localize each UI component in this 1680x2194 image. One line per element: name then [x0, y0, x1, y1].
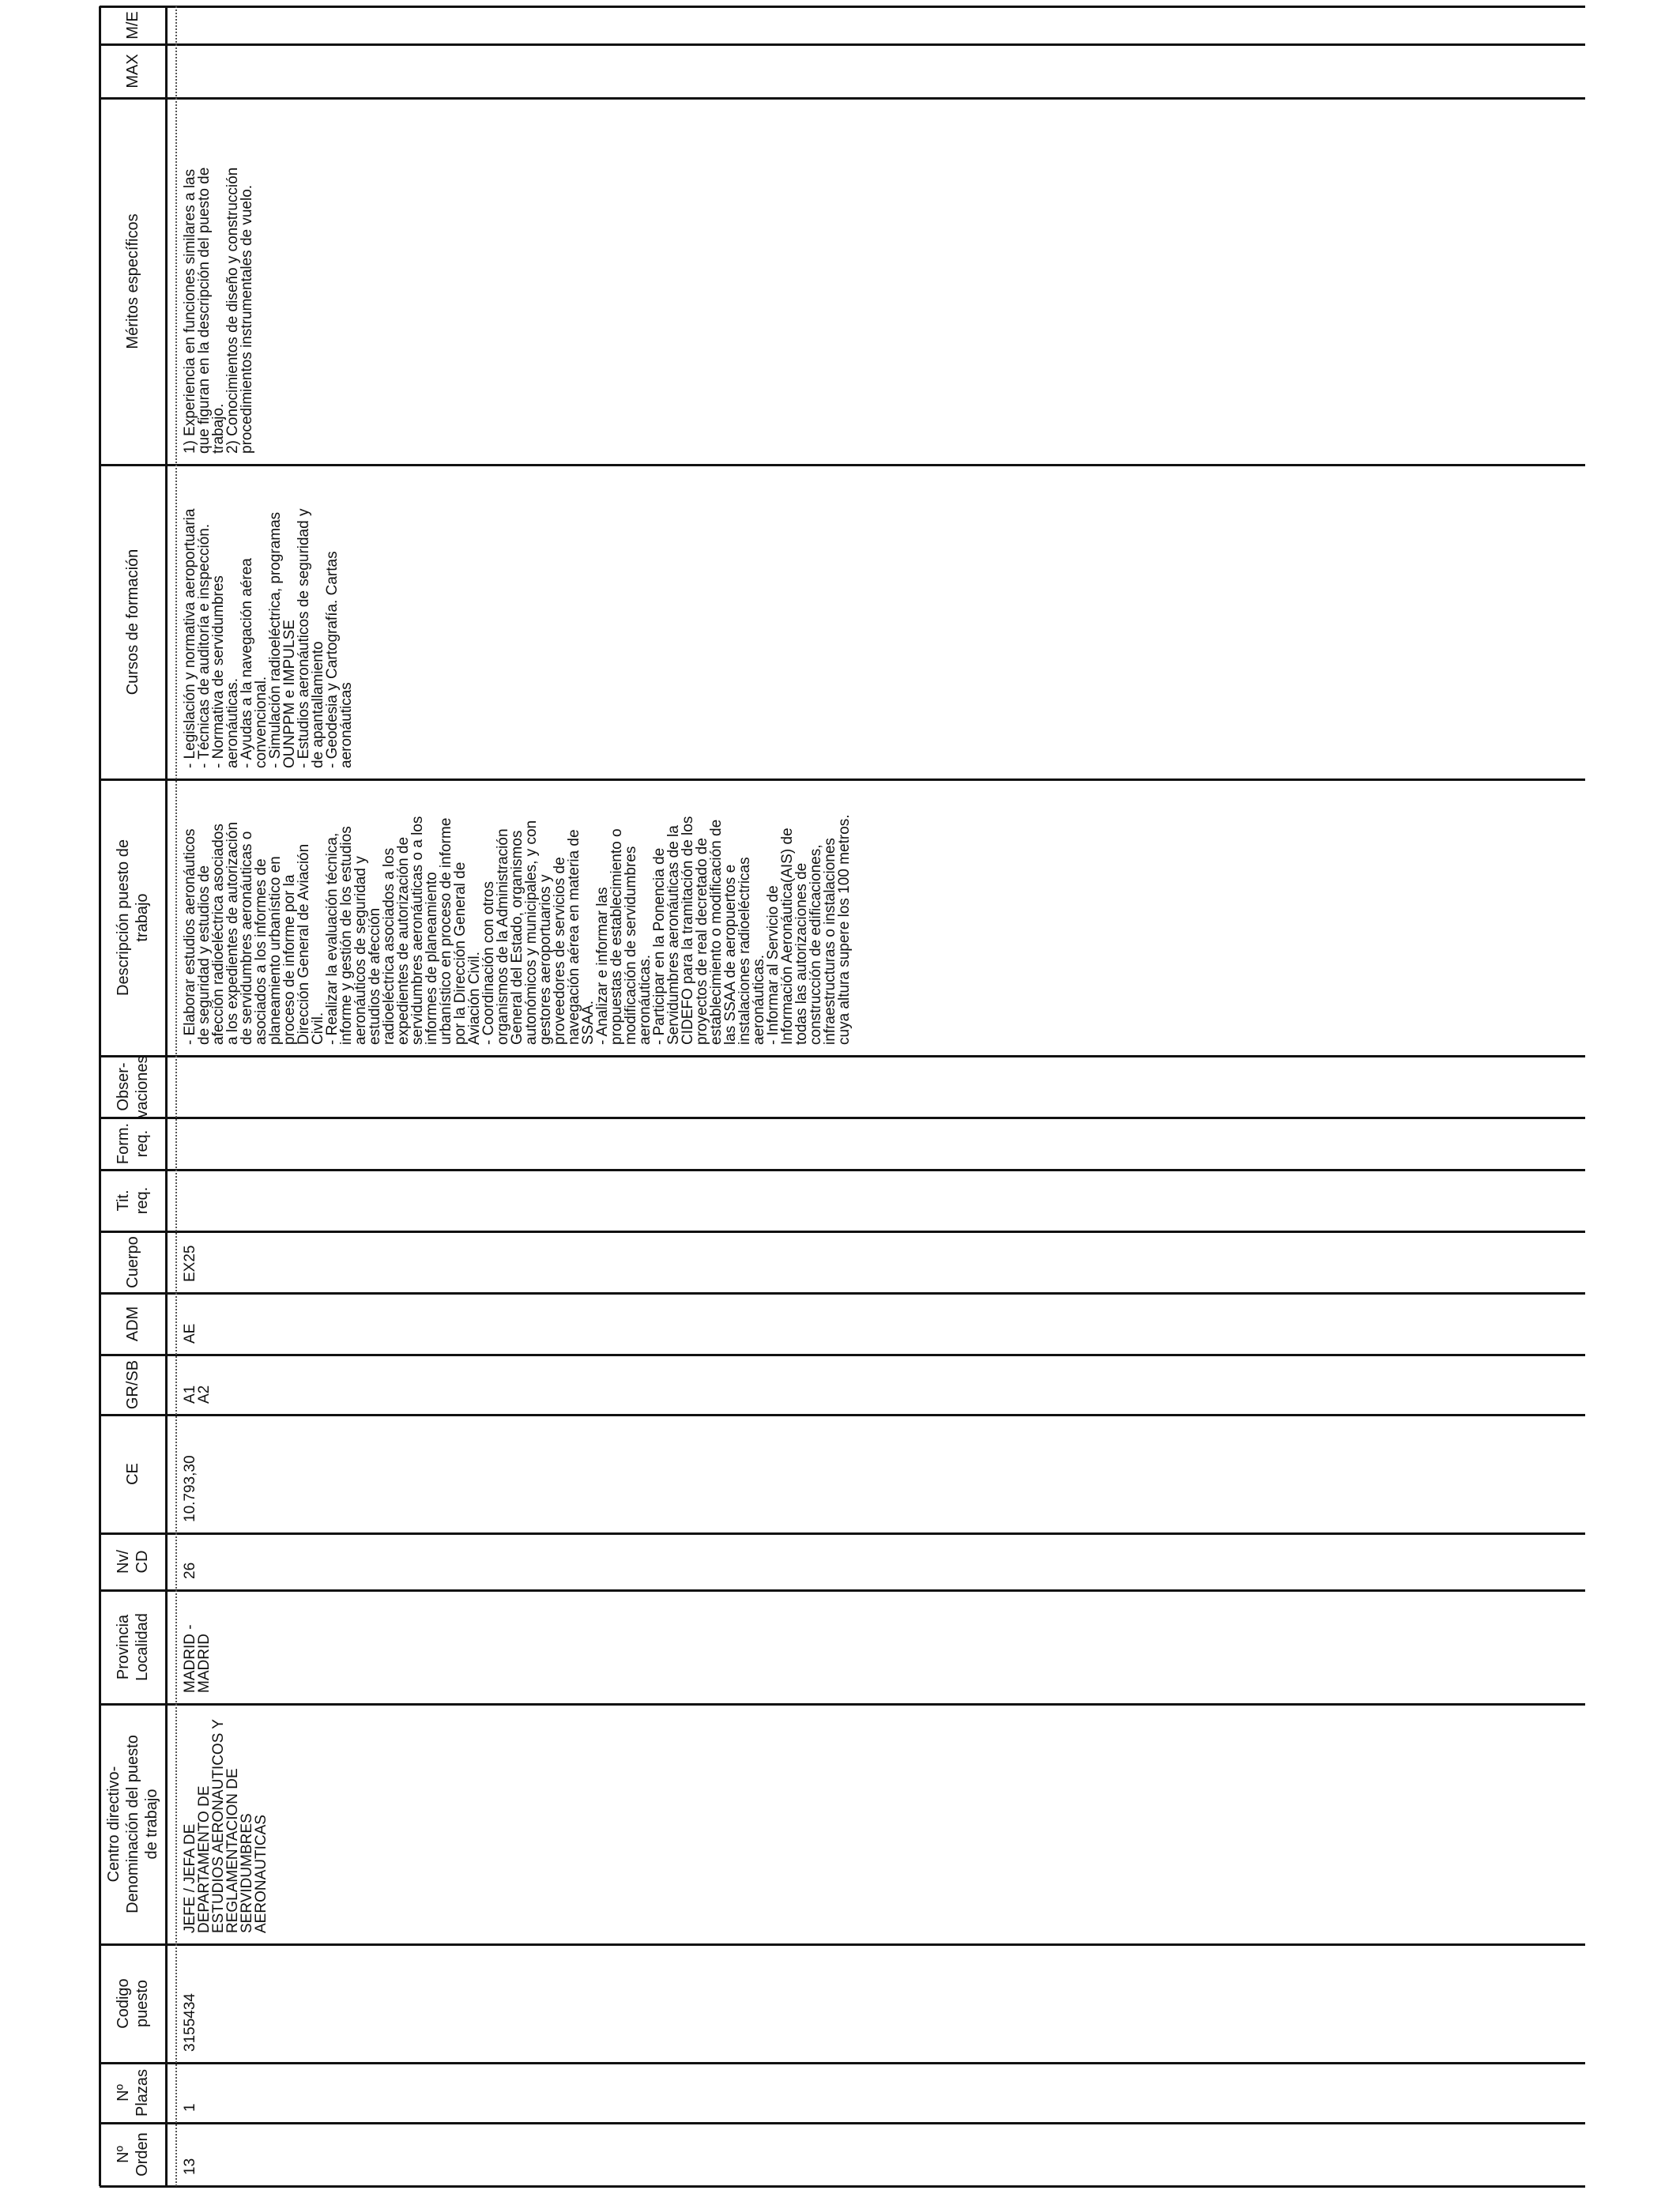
header-descripcion: Descripción puesto de trabajo	[115, 839, 151, 996]
header-orden: Nº Orden	[115, 2132, 151, 2177]
header-adm: ADM	[124, 1306, 141, 1342]
header-grupo: GR/SB	[124, 1359, 141, 1410]
column-divider	[100, 2185, 1585, 2188]
cell-provincia: MADRID - MADRID	[182, 1624, 213, 1693]
column-divider	[100, 778, 1585, 781]
column-divider	[100, 1292, 1585, 1295]
cell-cuerpo: EX25	[182, 1245, 198, 1282]
header-centro: Centro directivo- Denominación del puesto de trabajo	[105, 1735, 160, 1913]
column-divider	[100, 464, 1585, 466]
column-divider	[100, 2122, 1585, 2124]
header-cursos: Cursos de formación	[124, 548, 141, 696]
column-divider	[100, 2062, 1585, 2064]
column-divider	[100, 1055, 1585, 1057]
column-divider	[100, 97, 1585, 100]
header-formacion: Form. req.	[115, 1122, 151, 1165]
cell-orden: 13	[182, 2158, 198, 2175]
column-divider	[100, 1414, 1585, 1416]
cell-meritos: 1) Experiencia en funciones similares a las que figuran en la descripción del puesto de trabajo. 2) Conocimientos de diseño y construcción procedimientos instrumentales de vuelo.	[182, 167, 255, 454]
header-body-divider	[165, 6, 168, 2186]
table-left-border	[99, 6, 101, 2186]
header-nivel: Nv/ CD	[115, 1550, 151, 1574]
cell-ce: 10.793,30	[182, 1455, 198, 1522]
column-divider	[100, 1703, 1585, 1706]
cell-nivel: 26	[182, 1562, 198, 1579]
column-divider	[100, 1589, 1585, 1592]
cell-codigo: 3155434	[182, 1993, 198, 2052]
cell-descripcion: - Elaborar estudios aeronáuticos de seguridad y estudios de afección radioeléctrica asociados a los expedientes de autorización de servidumbres aeronáuticas o asociados a los informes de planeamiento urbanístico en proceso de informe por la Dirección General de Aviación Civil. - Realizar la evaluación técnica, informe y gestión de los estudios aeronáuticos de seguridad y estudios de afección radioeléctrica asociados a los expedientes de autorización de servidumbres aeronáuticas o a los informes de planeamiento urbanístico en proceso de informe por la Dirección General de Aviación Civil. - Coordinación con otros organismos de la Administración General del Estado, organismos autonómicos y municipales, y con gestores aeroportuarios y proveedores de servicios de navegación aérea en materia de SSAA. - Analizar e informar las propuestas de establecimiento o modificación de servidumbres aeronáuticas. - Participar en la Ponencia de Servidumbres aeronáuticas de la CIDEFO para la tramitación de los proyectos de real decretado de establecimiento o modificación de las SSAA de aeropuertos e instalaciones radioeléctricas aeronáuticas. - Informar al Servicio de Información Aeronáutica(AIS) de todas las autorizaciones de construcción de edificaciones, infraestructuras o instalaciones cuya altura supere los 100 metros.	[182, 814, 853, 1045]
column-divider	[100, 1169, 1585, 1171]
column-divider	[100, 43, 1585, 46]
cell-centro: JEFE / JEFA DE DEPARTAMENTO DE ESTUDIOS AERONAUTICOS Y REGLAMENTACION DE SERVIDUMBRES AERONAUTICAS	[182, 1719, 269, 1933]
header-meritos: Méritos específicos	[124, 213, 141, 349]
column-divider	[100, 6, 1585, 8]
header-provincia: Provincia Localidad	[115, 1613, 151, 1681]
dotted-guide	[175, 6, 177, 2186]
cell-adm: AE	[182, 1323, 198, 1344]
header-titulacion: Tit. req.	[115, 1186, 151, 1215]
cell-max	[183, 49, 231, 87]
header-me: M/E	[124, 11, 141, 40]
column-divider	[100, 1231, 1585, 1233]
cell-formacion	[183, 1122, 231, 1159]
column-divider	[100, 1117, 1585, 1119]
header-ce: CE	[124, 1463, 141, 1485]
cell-titulacion	[183, 1174, 231, 1220]
cell-me	[183, 11, 215, 33]
header-plazas: Nº Plazas	[115, 2068, 151, 2117]
column-divider	[100, 1354, 1585, 1356]
header-cuerpo: Cuerpo	[124, 1236, 141, 1288]
cell-grupo: A1 A2	[182, 1385, 213, 1404]
column-divider	[100, 1943, 1585, 1946]
header-observaciones: Obser- vaciones	[115, 1055, 151, 1118]
cell-plazas: 1	[182, 2103, 198, 2112]
header-codigo: Codigo puesto	[115, 1978, 151, 2029]
cell-cursos: - Legislación y normativa aeroportuaria - Técnicas de auditoría e inspección. - Normativa de servidumbres aeronáuticas. - Ayudas a la navegación aérea convencional. - Simulación radioeléctrica, programas OUNPPM e IMPULSE - Estudios aeronáuticos de seguridad y de apantallamiento - Geodesia y Cartografía. Cartas aeronáuticas	[182, 508, 355, 768]
header-max: MAX	[124, 54, 141, 89]
column-divider	[100, 1532, 1585, 1535]
cell-observaciones	[183, 1061, 231, 1106]
